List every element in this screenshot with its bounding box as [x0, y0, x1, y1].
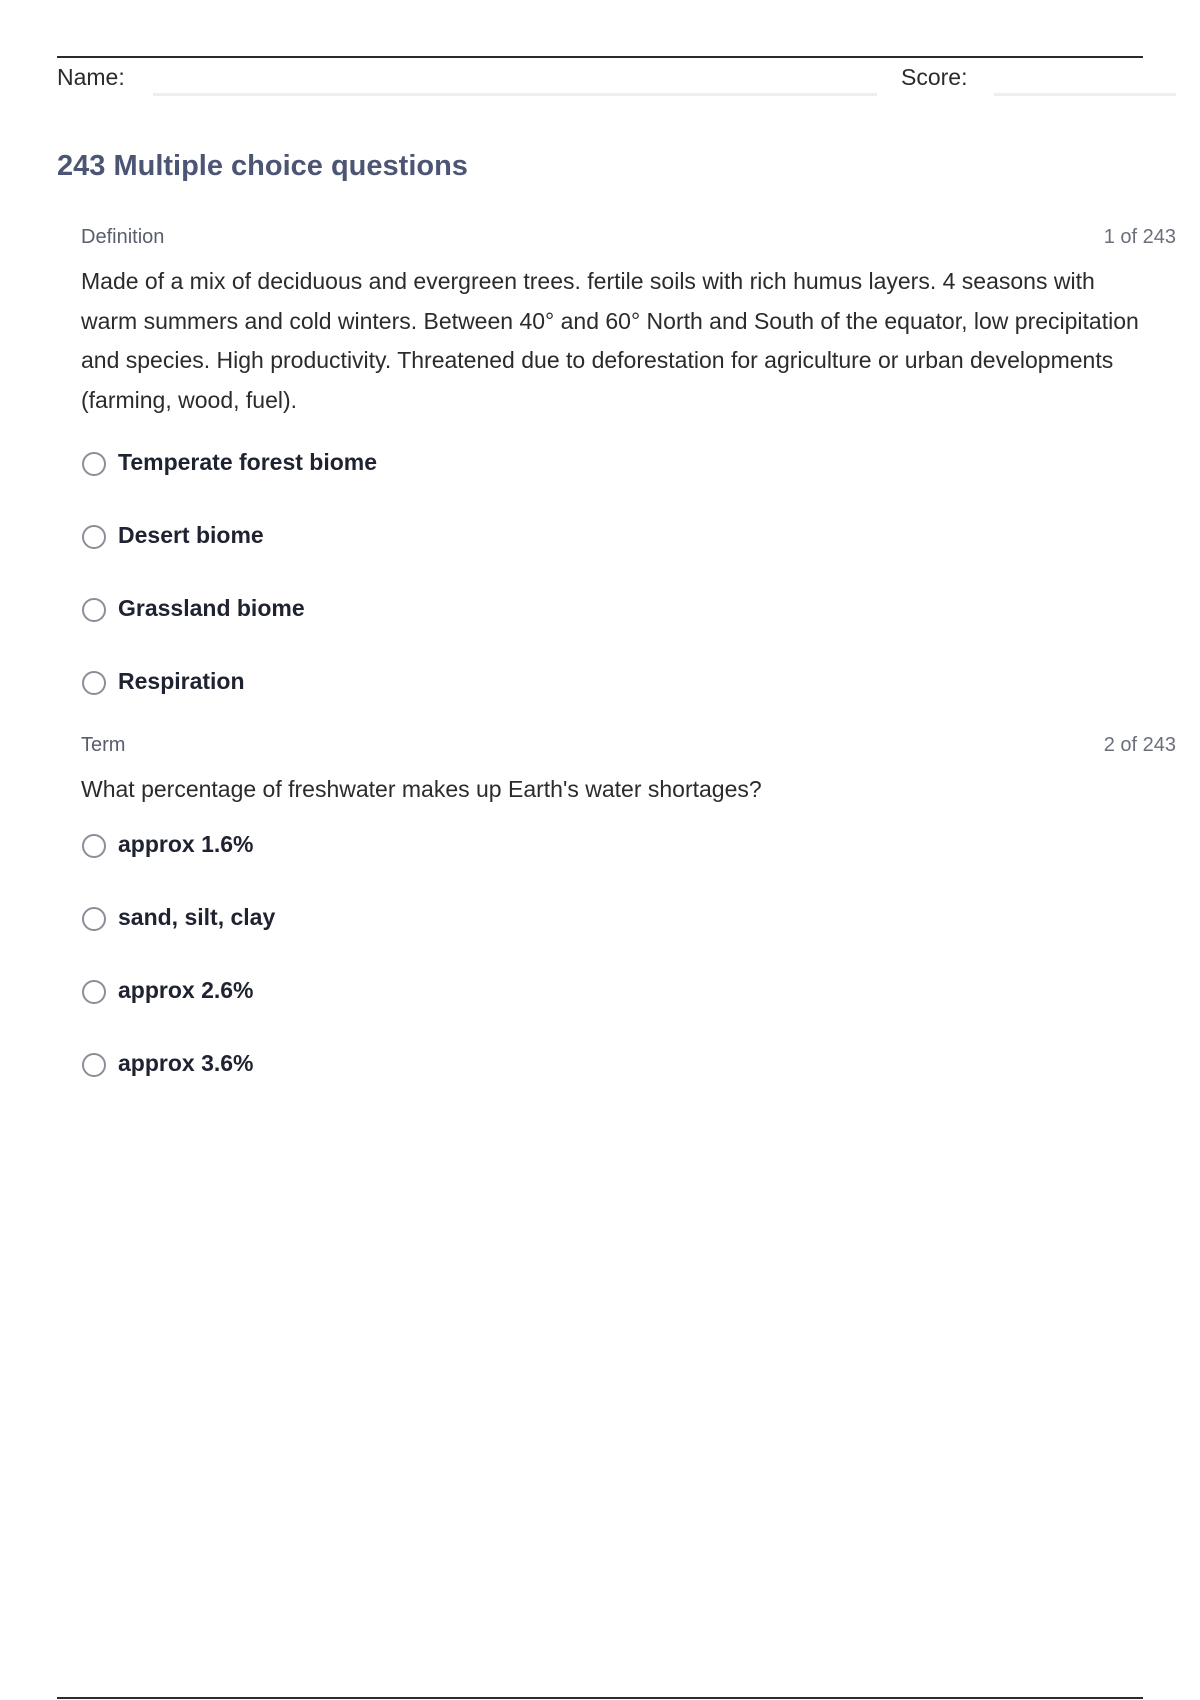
question-header [81, 226, 1176, 256]
score-field[interactable] [994, 93, 1176, 96]
radio-button-icon[interactable] [82, 907, 106, 931]
answer-option[interactable] [81, 515, 1176, 559]
answer-option[interactable] [81, 661, 1176, 705]
radio-button-icon[interactable] [82, 980, 106, 1004]
radio-button-icon[interactable] [82, 598, 106, 622]
option-label: sand, silt, clay [118, 903, 276, 930]
page-title: 243 Multiple choice questions [57, 150, 468, 182]
question-type: Definition [81, 226, 165, 248]
radio-button-icon[interactable] [82, 452, 106, 476]
question-prompt: Made of a mix of deciduous and evergreen trees. fertile soils with rich humus layers. 4 seasons with warm summers and cold winters. Between 40° and 60° North and South of the equator, low precipitation and species. High productivity. Threatened due to deforestation for agriculture or urban developments (farming, wood, fuel). [81, 268, 1139, 413]
option-label: approx 1.6% [118, 830, 254, 857]
radio-button-icon[interactable] [82, 671, 106, 695]
question-header [81, 734, 1176, 764]
top-divider [57, 56, 1143, 58]
answer-option[interactable] [81, 442, 1176, 486]
option-label: Desert biome [118, 522, 264, 548]
question-2 [81, 734, 1176, 1116]
question-type: Term [81, 734, 126, 756]
question-1 [81, 226, 1176, 734]
answer-option[interactable] [81, 1043, 1176, 1087]
answer-option[interactable] [81, 897, 1176, 941]
answer-option[interactable] [81, 588, 1176, 632]
answer-option[interactable] [81, 824, 1176, 868]
option-label: approx 3.6% [118, 1049, 254, 1076]
radio-button-icon[interactable] [82, 1053, 106, 1077]
option-label: Respiration [118, 668, 245, 694]
radio-button-icon[interactable] [82, 834, 106, 858]
radio-button-icon[interactable] [82, 525, 106, 549]
name-field[interactable] [153, 93, 877, 96]
answer-options [81, 442, 1176, 705]
name-label: Name: [57, 64, 125, 90]
bottom-divider [57, 1697, 1143, 1699]
option-label: Grassland biome [118, 595, 305, 621]
question-prompt: What percentage of freshwater makes up Earth's water shortages? [81, 776, 762, 802]
answer-option[interactable] [81, 970, 1176, 1014]
option-label: approx 2.6% [118, 976, 254, 1003]
question-counter: 2 of 243 [1103, 734, 1176, 756]
option-label: Temperate forest biome [118, 449, 378, 475]
score-label: Score: [901, 64, 968, 90]
answer-options [81, 824, 1176, 1087]
question-counter: 1 of 243 [1103, 226, 1176, 248]
